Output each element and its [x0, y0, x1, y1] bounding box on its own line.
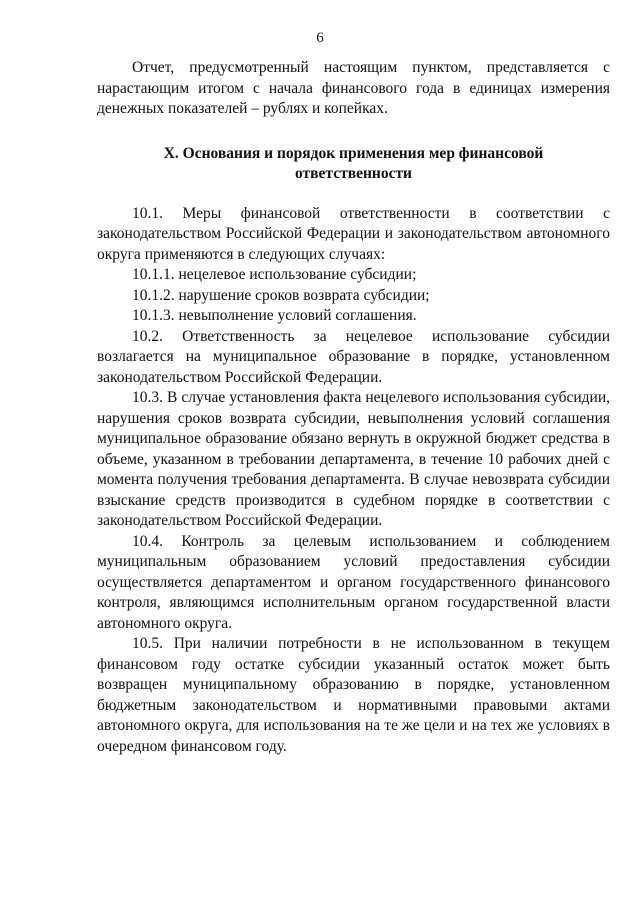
paragraph-10-1-2: 10.1.2. нарушение сроков возврата субсидии; [132, 286, 430, 304]
section-heading: X. Основания и порядок применения мер финансовой ответственности [163, 144, 544, 182]
paragraph-10-2: 10.2. Ответственность за нецелевое использование субсидии возлагается на муниципальное образование в порядке, установленном законодательством Российской Федерации. [97, 327, 610, 386]
document-body [97, 58, 610, 757]
paragraph-10-5: 10.5. При наличии потребности в не использованном в текущем финансовом году остатке субсидии указанный остаток может быть возвращен муниципальному образованию в порядке, установленном бюджетным законодательством и нормативными правовыми актами автономного округа, для использования на те же цели и на тех же условиях в очередном финансовом году. [97, 635, 610, 755]
paragraph-10-3: 10.3. В случае установления факта нецелевого использования субсидии, нарушения сроков возврата субсидии, невыполнения условий соглашения муниципальное образование обязано вернуть в окружной бюджет средства в объеме, указанном в требовании департамента, в течение 10 рабочих дней с момента получения требования департамента. В случае невозврата субсидии взыскание средств производится в судебном порядке в соответствии с законодательством Российской Федерации. [97, 389, 610, 529]
page-number: 6 [316, 30, 324, 46]
paragraph-10-1-1: 10.1.1. нецелевое использование субсидии; [132, 266, 417, 283]
paragraph-10-1-3: 10.1.3. невыполнение условий соглашения. [132, 307, 417, 324]
intro-paragraph: Отчет, предусмотренный настоящим пунктом, представляется с нарастающим итогом с начала финансового года в единицах измерения денежных показателей – рублях и копейках. [97, 59, 610, 117]
paragraph-10-1: 10.1. Меры финансовой ответственности в соответствии с законодательством Российской Федерации и законодательством автономного округа применяются в следующих случаях: [97, 204, 610, 263]
paragraph-10-4: 10.4. Контроль за целевым использованием и соблюдением муниципальным образованием условий предоставления субсидии осуществляется департаментом и органом государственного финансового контроля, являющимся исполнительным органом государственной власти автономного округа. [97, 532, 610, 632]
